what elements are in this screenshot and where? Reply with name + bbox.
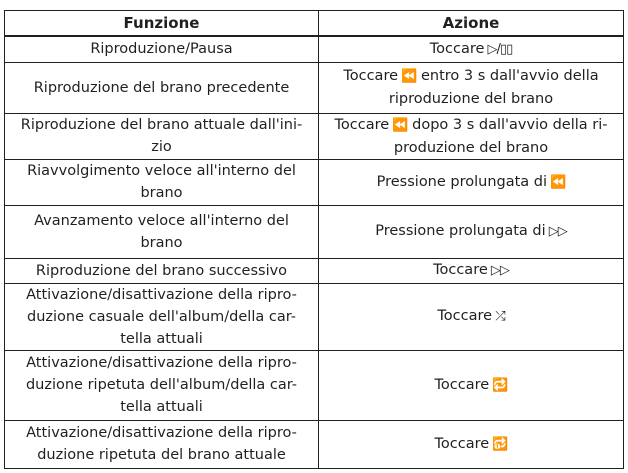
repeat-icon: 🔁 — [489, 377, 508, 393]
action-text: Toccare — [434, 376, 490, 393]
action-cell — [319, 62, 624, 113]
table-row — [5, 420, 624, 468]
function-cell: Riproduzione/Pausa — [5, 36, 319, 62]
function-cell: Avanzamento veloce all'interno del brano — [5, 205, 319, 258]
table-row — [5, 62, 624, 113]
action-text: Toccare — [434, 435, 490, 452]
action-cell — [319, 159, 624, 205]
table-header-row — [5, 11, 624, 37]
rewind-icon: ⏪ — [389, 117, 408, 133]
action-cell — [319, 113, 624, 159]
table-row — [5, 350, 624, 420]
action-cell — [319, 36, 624, 62]
rewind-icon: ⏪ — [547, 174, 566, 190]
action-cell — [319, 205, 624, 258]
action-suffix: entro 3 s dall'avvio della riproduzione del brano — [388, 68, 599, 107]
function-cell: Riavvolgimento veloce all'interno del brano — [5, 159, 319, 205]
action-text: Toccare — [437, 308, 493, 324]
action-text: Toccare — [429, 40, 485, 57]
action-cell — [319, 350, 624, 420]
repeat-one-icon: 🔂 — [489, 436, 508, 452]
header-funzione: Funzione — [5, 11, 319, 37]
action-text: Toccare — [343, 68, 399, 84]
action-text: Toccare — [334, 116, 390, 133]
table-row — [5, 113, 624, 159]
function-cell: Riproduzione del brano attuale dall'ini- zio — [5, 113, 319, 159]
table-row — [5, 258, 624, 283]
action-cell — [319, 258, 624, 283]
function-cell: Attivazione/disattivazione della ripro- duzione ripetuta del brano attuale — [5, 420, 319, 468]
action-suffix: dopo 3 s dall'avvio della ri- produzione del brano — [393, 116, 608, 156]
play-pause-icon: ▷/▯▯ — [484, 41, 513, 57]
rewind-icon: ⏪ — [398, 69, 417, 84]
action-text: Pressione prolungata di — [375, 223, 546, 239]
action-text: Pressione prolungata di — [376, 173, 548, 190]
action-cell — [319, 283, 624, 350]
action-text: Toccare — [433, 262, 488, 278]
fast-forward-icon: ▷▷ — [487, 263, 509, 278]
function-cell: Attivazione/disattivazione della ripro- duzione casuale dell'album/della car- tella attuali — [5, 283, 319, 350]
function-cell: Riproduzione del brano successivo — [5, 258, 319, 283]
table-row — [5, 205, 624, 258]
table-row — [5, 36, 624, 62]
fast-forward-icon: ▷▷ — [545, 224, 567, 239]
action-cell — [319, 420, 624, 468]
table-row — [5, 283, 624, 350]
function-cell: Riproduzione del brano precedente — [5, 62, 319, 113]
function-action-table — [4, 10, 624, 469]
table-row — [5, 159, 624, 205]
header-azione: Azione — [319, 11, 624, 37]
shuffle-icon: ⤮ — [492, 309, 505, 324]
function-cell: Attivazione/disattivazione della ripro- duzione ripetuta dell'album/della car- tella attuali — [5, 350, 319, 420]
